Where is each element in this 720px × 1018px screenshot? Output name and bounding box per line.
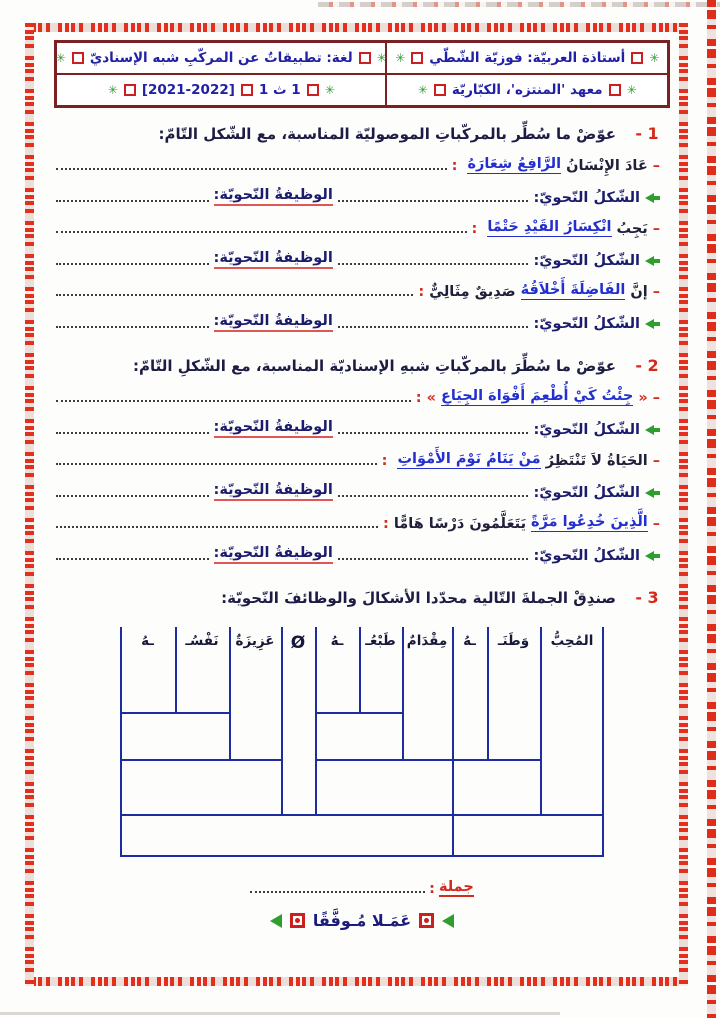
exercise1-title: عوّضْ ما سُطِّر بالمركّباتِ الموصوليّة المناسبة، مع الشّكل التّامّ: <box>158 125 616 143</box>
merge-line <box>120 712 231 714</box>
answer-dots <box>56 526 378 528</box>
exercise3-title: صندِقْ الجملةَ التّالية محدّدا الأشكالَ والوظائفَ النّحويّة: <box>221 589 616 607</box>
answer-dots <box>56 326 209 328</box>
answer-dots <box>338 558 529 560</box>
frame-bottom <box>25 977 688 986</box>
page-content <box>54 40 670 930</box>
sentence-line <box>56 156 660 174</box>
answer-dots <box>56 463 377 465</box>
answer-dots <box>338 200 529 202</box>
answer-dots <box>338 263 529 265</box>
header-teacher-cell <box>386 42 668 74</box>
jumla-label: جملة <box>438 879 474 895</box>
merge-line <box>120 814 604 816</box>
wadhifa-label: الوظيفةُ النّحويّة: <box>214 482 333 501</box>
success-banner <box>54 911 670 930</box>
flower-icon: ✳ <box>376 51 387 65</box>
colon: : <box>418 284 425 300</box>
frame-right <box>679 23 688 986</box>
square-icon <box>124 84 136 96</box>
wadhifa-label: الوظيفةُ النّحويّة: <box>214 250 333 269</box>
sentence-text: الحَيَاةُ لاَ تَنْتَظِرُ <box>545 453 648 469</box>
shakl-label: الشّكلُ النّحويّ: <box>533 253 640 269</box>
analysis-line <box>56 313 660 332</box>
colon: : <box>471 221 478 237</box>
colon: : <box>451 158 458 174</box>
box-bottom-line <box>120 855 604 857</box>
header-subject-cell <box>56 42 386 74</box>
analysis-line <box>56 250 660 269</box>
colon: : <box>415 390 422 406</box>
school-year: [2021-2022] <box>141 82 235 98</box>
word-cell: ـهُ <box>141 633 154 649</box>
merge-line <box>120 759 283 761</box>
flower-icon: ✳ <box>649 51 660 65</box>
word-cell: طَبْعُـ <box>365 633 396 649</box>
wadhifa-label: الوظيفةُ النّحويّة: <box>214 313 333 332</box>
sentence-boxing-diagram <box>120 627 604 857</box>
square-icon <box>609 84 621 96</box>
answer-dots <box>56 400 411 402</box>
ornament-square-icon <box>290 913 305 928</box>
answer-dots <box>338 326 529 328</box>
square-icon <box>411 52 423 64</box>
frame-left <box>25 23 34 986</box>
sentence-line <box>56 451 660 469</box>
analysis-line <box>56 482 660 501</box>
box-line <box>120 627 122 857</box>
wadhifa-label: الوظيفةُ النّحويّة: <box>214 419 333 438</box>
school-name: معهد 'المنتزه'، الكبّاريّة <box>451 82 603 98</box>
sentence-text: صَدِيقٌ مِثَالِيٌّ <box>429 284 516 300</box>
answer-dots <box>338 432 529 434</box>
scan-edge-top <box>318 2 720 7</box>
square-icon <box>72 52 84 64</box>
answer-dots <box>56 558 209 560</box>
flower-icon: ✳ <box>107 83 118 97</box>
box-line <box>540 627 542 814</box>
class-name: 1 ث 1 <box>258 82 301 98</box>
answer-dots <box>56 432 209 434</box>
word-cell: نَفْسُـ <box>185 633 219 649</box>
exercise1-number: 1 - <box>635 124 659 143</box>
word-cell: المُحِبُّ <box>550 633 594 649</box>
square-icon <box>359 52 371 64</box>
exercise2-title: عوّضْ ما سُطِّرَ بالمركّباتِ شبهِ الإسناديّة المناسبة، مع الشّكلِ التّامّ: <box>133 357 616 375</box>
box-line <box>315 627 317 814</box>
header-class-cell <box>56 74 386 106</box>
square-icon <box>434 84 446 96</box>
answer-dots <box>56 495 209 497</box>
sentence-text: يَجِبُ <box>616 221 648 237</box>
triangle-left-icon <box>442 914 454 928</box>
word-cell: عَزِيزَةٌ <box>235 633 275 649</box>
wadhifa-label: الوظيفةُ النّحويّة: <box>214 187 333 206</box>
answer-dots <box>56 231 467 233</box>
dash: – <box>652 158 660 174</box>
answer-dots <box>56 200 209 202</box>
arrow-left-icon <box>645 551 660 561</box>
quote-close: » <box>426 390 436 406</box>
sentence-line <box>56 282 660 300</box>
word-cell: ـهُ <box>463 633 476 649</box>
answer-dots <box>56 294 413 296</box>
exercise3-heading <box>54 588 664 607</box>
dash: – <box>652 284 660 300</box>
shakl-label: الشّكلُ النّحويّ: <box>533 485 640 501</box>
dash: – <box>652 516 660 532</box>
exercise2-heading <box>54 356 664 375</box>
null-copula-cell: Ø <box>290 633 306 653</box>
teacher-name: أستاذة العربيّة: فوزيّة الشّطّي <box>429 50 626 66</box>
colon: : <box>429 881 435 897</box>
sentence-line <box>56 514 660 532</box>
answer-dots <box>56 168 447 170</box>
word-cell: مِقْدَامٌ <box>406 633 448 649</box>
box-line <box>487 627 489 759</box>
frame-top <box>25 23 688 32</box>
triangle-left-icon <box>270 914 282 928</box>
flower-icon: ✳ <box>395 51 406 65</box>
flower-icon: ✳ <box>417 83 428 97</box>
exercise1-heading <box>54 124 664 143</box>
shakl-label: الشّكلُ النّحويّ: <box>533 316 640 332</box>
exercise3-number: 3 - <box>635 588 659 607</box>
wadhifa-label: الوظيفةُ النّحويّة: <box>214 545 333 564</box>
answer-dots <box>56 263 209 265</box>
colon: : <box>381 453 388 469</box>
arrow-left-icon <box>645 425 660 435</box>
word-cell: ـهُ <box>330 633 344 649</box>
success-text: عَمَـلا مُـوفَّقًا <box>312 911 412 930</box>
arrow-left-icon <box>645 193 660 203</box>
dash: – <box>652 221 660 237</box>
merge-line <box>452 759 542 761</box>
underlined-phrase: جِئْتُ كَيْ أُطْعِمَ أَفْوَاهَ الجِيَاعِ <box>440 388 634 404</box>
answer-dots <box>338 495 529 497</box>
underlined-phrase: مَنْ يَنَامُ نَوْمَ الأَمْوَاتِ <box>397 451 541 467</box>
flower-icon: ✳ <box>324 83 335 97</box>
word-cell: وَطَنَـ <box>497 633 530 649</box>
quote-open: « <box>638 390 648 406</box>
answer-dots <box>250 891 425 893</box>
sentence-text: عَادَ الإِنْسَانُ <box>566 158 648 174</box>
header-school-cell <box>386 74 668 106</box>
flower-icon: ✳ <box>626 83 637 97</box>
box-line <box>175 627 177 712</box>
underlined-phrase: الرَّافِعُ شِعَارَهُ <box>467 156 562 172</box>
arrow-left-icon <box>645 256 660 266</box>
box-line <box>602 627 604 857</box>
underlined-phrase: الَّذِينَ خُدِعُوا مَرَّةً <box>531 514 648 530</box>
sentence-text: يَتَعَلَّمُونَ دَرْسًا هَامًّا <box>393 516 527 532</box>
analysis-line <box>56 187 660 206</box>
box-line <box>359 627 361 712</box>
square-icon <box>307 84 319 96</box>
shakl-label: الشّكلُ النّحويّ: <box>533 190 640 206</box>
underlined-phrase: انْكِسَارُ القَيْدِ حَتْمًا <box>487 219 612 235</box>
scan-edge-bottom <box>0 1012 560 1015</box>
dash: – <box>652 390 660 406</box>
dash: – <box>652 453 660 469</box>
arrow-left-icon <box>645 319 660 329</box>
box-line <box>281 627 283 814</box>
arrow-left-icon <box>645 488 660 498</box>
exercise2-number: 2 - <box>635 356 659 375</box>
analysis-line <box>56 545 660 564</box>
ornament-square-icon <box>419 913 434 928</box>
shakl-label: الشّكلُ النّحويّ: <box>533 548 640 564</box>
analysis-line <box>56 419 660 438</box>
header-table <box>54 40 670 108</box>
jumla-line <box>54 879 670 897</box>
subject-title: لغة: تطبيقاتٌ عن المركّبِ شبه الإسناديّ <box>89 50 353 66</box>
merge-line <box>315 759 454 761</box>
square-icon <box>631 52 643 64</box>
square-icon <box>241 84 253 96</box>
sentence-text: إنَّ <box>630 284 648 300</box>
colon: : <box>383 516 389 532</box>
scan-edge-right <box>707 0 716 1018</box>
sentence-line <box>56 219 660 237</box>
box-line <box>452 627 454 857</box>
box-line <box>229 627 231 759</box>
underlined-phrase: الفَاضِلَةَ أَخْلاَقُهُ <box>520 282 626 298</box>
flower-icon: ✳ <box>55 51 66 65</box>
shakl-label: الشّكلُ النّحويّ: <box>533 422 640 438</box>
merge-line <box>315 712 404 714</box>
sentence-line <box>56 388 660 406</box>
box-line <box>402 627 404 759</box>
